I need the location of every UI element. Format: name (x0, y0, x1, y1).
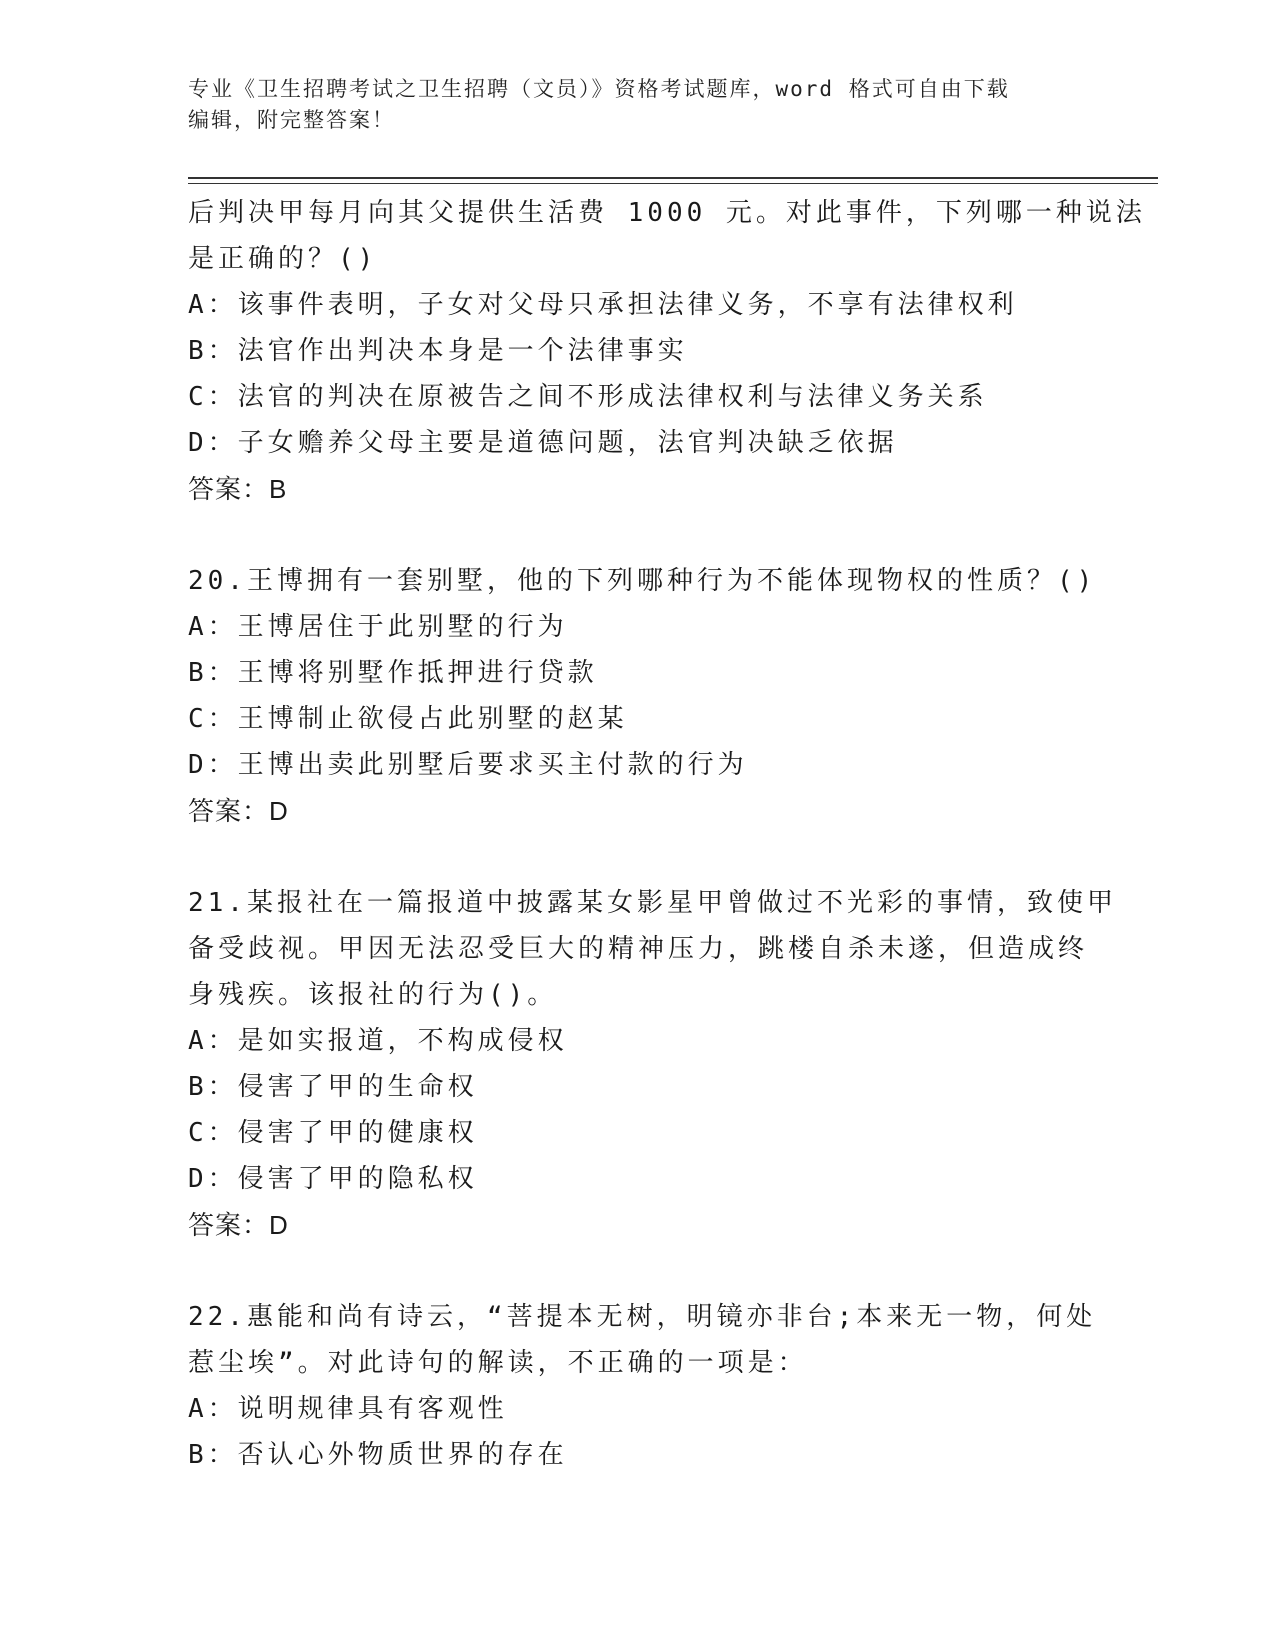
option-b: B：否认心外物质世界的存在 (188, 1440, 568, 1470)
question-stem: 后判决甲每月向其父提供生活费 1000 元。对此事件，下列哪一种说法 (188, 198, 1146, 228)
option-b: B：王博将别墅作抵押进行贷款 (188, 658, 598, 688)
answer-line: 答案：D (188, 1210, 289, 1240)
question-21 (188, 880, 1117, 1248)
question-list (188, 190, 1146, 1478)
option-d: D：子女赡养父母主要是道德问题，法官判决缺乏依据 (188, 428, 898, 458)
option-a: A：是如实报道，不构成侵权 (188, 1026, 568, 1056)
question-19 (188, 190, 1146, 512)
header-divider-thick (188, 177, 1158, 179)
question-stem: 备受歧视。甲因无法忍受巨大的精神压力，跳楼自杀未遂，但造成终 (188, 934, 1089, 964)
header-divider-thin (188, 183, 1158, 184)
option-d: D：侵害了甲的隐私权 (188, 1164, 478, 1194)
option-c: C：侵害了甲的健康权 (188, 1118, 478, 1148)
document-header (188, 74, 1088, 136)
header-line-2: 编辑，附完整答案！ (188, 108, 395, 132)
question-20 (188, 558, 1097, 834)
option-a: A：该事件表明，子女对父母只承担法律义务，不享有法律权利 (188, 290, 1018, 320)
header-line-1: 专业《卫生招聘考试之卫生招聘（文员）》资格考试题库，word 格式可自由下载 (188, 77, 1010, 101)
option-c: C：法官的判决在原被告之间不形成法律权利与法律义务关系 (188, 382, 988, 412)
option-a: A：王博居住于此别墅的行为 (188, 612, 568, 642)
option-b: B：侵害了甲的生命权 (188, 1072, 478, 1102)
question-stem: 身残疾。该报社的行为()。 (188, 980, 558, 1010)
question-stem: 20.王博拥有一套别墅，他的下列哪种行为不能体现物权的性质？() (188, 566, 1097, 596)
option-c: C：王博制止欲侵占此别墅的赵某 (188, 704, 628, 734)
question-22 (188, 1294, 1097, 1478)
question-gap (188, 834, 1088, 880)
question-gap (188, 512, 1088, 558)
answer-line: 答案：D (188, 796, 289, 826)
option-b: B：法官作出判决本身是一个法律事实 (188, 336, 688, 366)
question-stem: 21.某报社在一篇报道中披露某女影星甲曾做过不光彩的事情，致使甲 (188, 888, 1117, 918)
option-d: D：王博出卖此别墅后要求买主付款的行为 (188, 750, 748, 780)
question-stem: 22.惠能和尚有诗云，“菩提本无树，明镜亦非台;本来无一物，何处 (188, 1302, 1097, 1332)
option-a: A：说明规律具有客观性 (188, 1394, 508, 1424)
question-stem: 是正确的？() (188, 244, 378, 274)
question-gap (188, 1248, 1088, 1294)
question-stem: 惹尘埃”。对此诗句的解读，不正确的一项是： (188, 1348, 808, 1378)
answer-line: 答案：B (188, 474, 288, 504)
